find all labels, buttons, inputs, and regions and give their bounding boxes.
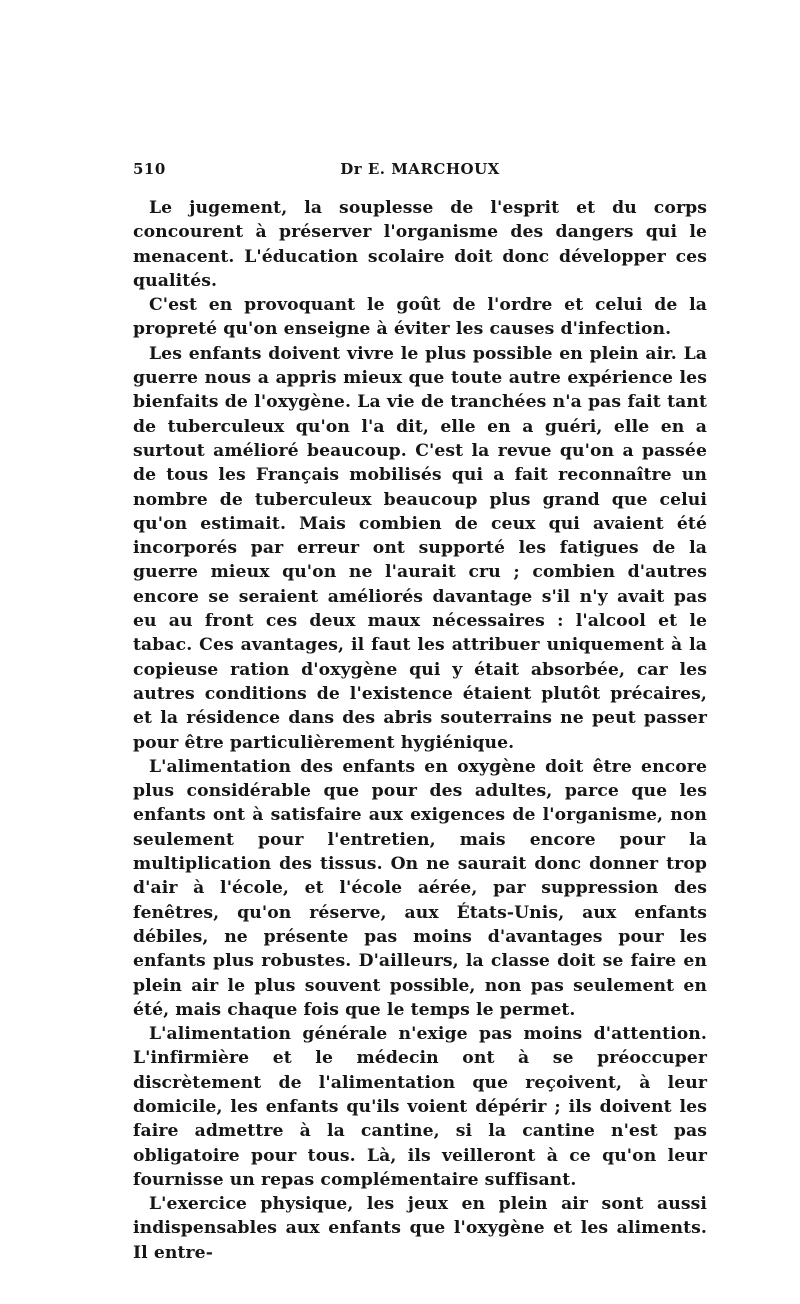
body-text	[133, 196, 707, 1265]
paragraph: L'alimentation des enfants en oxygène doit être encore plus considérable que pour des adultes, parce que les enfants ont à satisfaire aux exigences de l'organisme, non seulement pour l'entretien, mais encore pour la multiplication des tissus. On ne saurait donc donner trop d'air à l'école, et l'école aérée, par suppression des fenêtres, qu'on réserve, aux États-Unis, aux enfants débiles, ne présente pas moins d'avantages pour les enfants plus robustes. D'ailleurs, la classe doit se faire en plein air le plus souvent possible, non pas seulement en été, mais chaque fois que le temps le permet.	[133, 756, 707, 1020]
paragraph: C'est en provoquant le goût de l'ordre et celui de la propreté qu'on enseigne à éviter les causes d'infection.	[133, 295, 707, 340]
paragraph: Les enfants doivent vivre le plus possible en plein air. La guerre nous a appris mieux que toute autre expérience les bienfaits de l'oxygène. La vie de tranchées n'a pas fait tant de tuberculeux qu'on l'a dit, elle en a guéri, elle en a surtout amélioré beaucoup. C'est la revue qu'on a passée de tous les Français mobilisés qui a fait reconnaître un nombre de tuberculeux beaucoup plus grand que celui qu'on estimait. Mais combien de ceux qui avaient été incorporés par erreur ont supporté les fatigues de la guerre mieux qu'on ne l'aurait cru ; combien d'autres encore se seraient améliorés davantage s'il n'y avait pas eu au front ces deux maux nécessaires : l'alcool et le tabac. Ces avantages, il faut les attribuer uniquement à la copieuse ration d'oxygène qui y était absorbée, car les autres conditions de l'existence étaient plutôt précaires, et la résidence dans des abris souterrains ne peut passer pour être particulièrement hygiénique.	[133, 343, 707, 753]
paragraph: Le jugement, la souplesse de l'esprit et du corps concourent à préserver l'organisme des dangers qui le menacent. L'éducation scolaire doit donc développer ces qualités.	[133, 198, 707, 291]
page-header	[133, 160, 707, 184]
paragraph: L'exercice physique, les jeux en plein air sont aussi indispensables aux enfants que l'oxygène et les aliments. Il entre-	[133, 1194, 707, 1263]
paragraph: L'alimentation générale n'exige pas moins d'attention. L'infirmière et le médecin ont à se préoccuper discrètement de l'alimentation que reçoivent, à leur domicile, les enfants qu'ils voient dépérir ; ils doivent les faire admettre à la cantine, si la cantine n'est pas obligatoire pour tous. Là, ils veilleront à ce qu'on leur fournisse un repas complémentaire suffisant.	[133, 1024, 707, 1190]
running-head: Dr E. MARCHOUX	[340, 160, 500, 178]
page-number: 510	[133, 160, 166, 178]
